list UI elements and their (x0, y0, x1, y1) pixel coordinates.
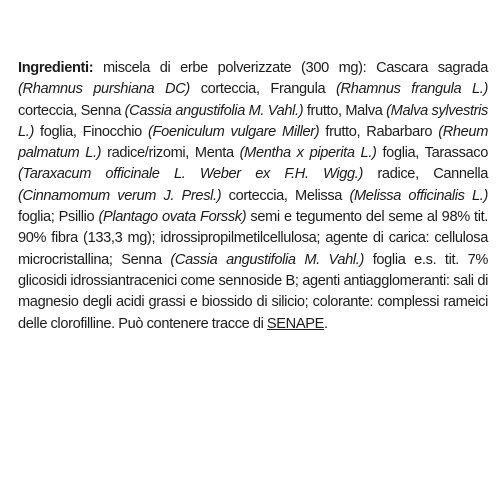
botanical-name: (Rheum palmatum L.) (18, 123, 489, 162)
ingredient-text: radice, Cannella (363, 166, 488, 183)
botanical-name: (Plantago ovata Forssk) (98, 209, 247, 226)
ingredient-text: semi e tegumento del seme al 98% tit. 90% fibra (133,3 mg); idrossipropilmetilcellulosa; agente di carica: cellulosa microcristallina; Senna (18, 209, 489, 268)
botanical-name: (Rhamnus frangula L.) (336, 81, 489, 98)
ingredients-label (18, 58, 488, 335)
botanical-name: (Mentha x piperita L.) (239, 145, 377, 162)
botanical-name: (Cassia angustifolia M. Vahl.) (124, 102, 304, 119)
botanical-name: (Cassia angustifolia M. Vahl.) (170, 251, 365, 268)
botanical-name: (Melissa officinalis L.) (349, 187, 488, 204)
ingredient-text: foglia; Psillio (18, 209, 99, 226)
botanical-name: (Foeniculum vulgare Miller) (148, 123, 320, 140)
ingredient-text: frutto, Rabarbaro (319, 123, 439, 140)
ingredients-heading: Ingredienti: (18, 60, 94, 76)
ingredient-text: . (324, 315, 328, 332)
botanical-name: (Malva sylvestris L.) (18, 102, 488, 140)
botanical-name: (Cinnamomum verum J. Presl.) (18, 187, 222, 204)
ingredient-text: foglia, Finocchio (33, 123, 149, 140)
ingredient-text: corteccia, Senna (18, 102, 125, 119)
botanical-name: (Rhamnus purshiana DC) (18, 81, 190, 98)
ingredient-text: miscela di erbe polverizzate (300 mg): Cascara sagrada (93, 60, 488, 76)
ingredient-text: corteccia, Melissa (221, 187, 350, 204)
ingredient-text: foglia e.s. tit. 7% glicosidi idrossiantracenici come sennoside B; agenti antiagglomeranti: sali di magnesio degli acidi grassi e biossido di silicio; colorante: complessi rameici delle clorofilline. Può contenere tracce di (18, 251, 488, 332)
ingredient-text: frutto, Malva (303, 102, 387, 119)
allergen-text: SENAPE (266, 315, 324, 332)
ingredient-text: radice/rizomi, Menta (101, 145, 240, 162)
ingredient-text: foglia, Tarassaco (376, 145, 488, 162)
ingredient-text: corteccia, Frangula (189, 81, 337, 98)
botanical-name: (Taraxacum officinale L. Weber ex F.H. Wigg.) (18, 166, 363, 183)
